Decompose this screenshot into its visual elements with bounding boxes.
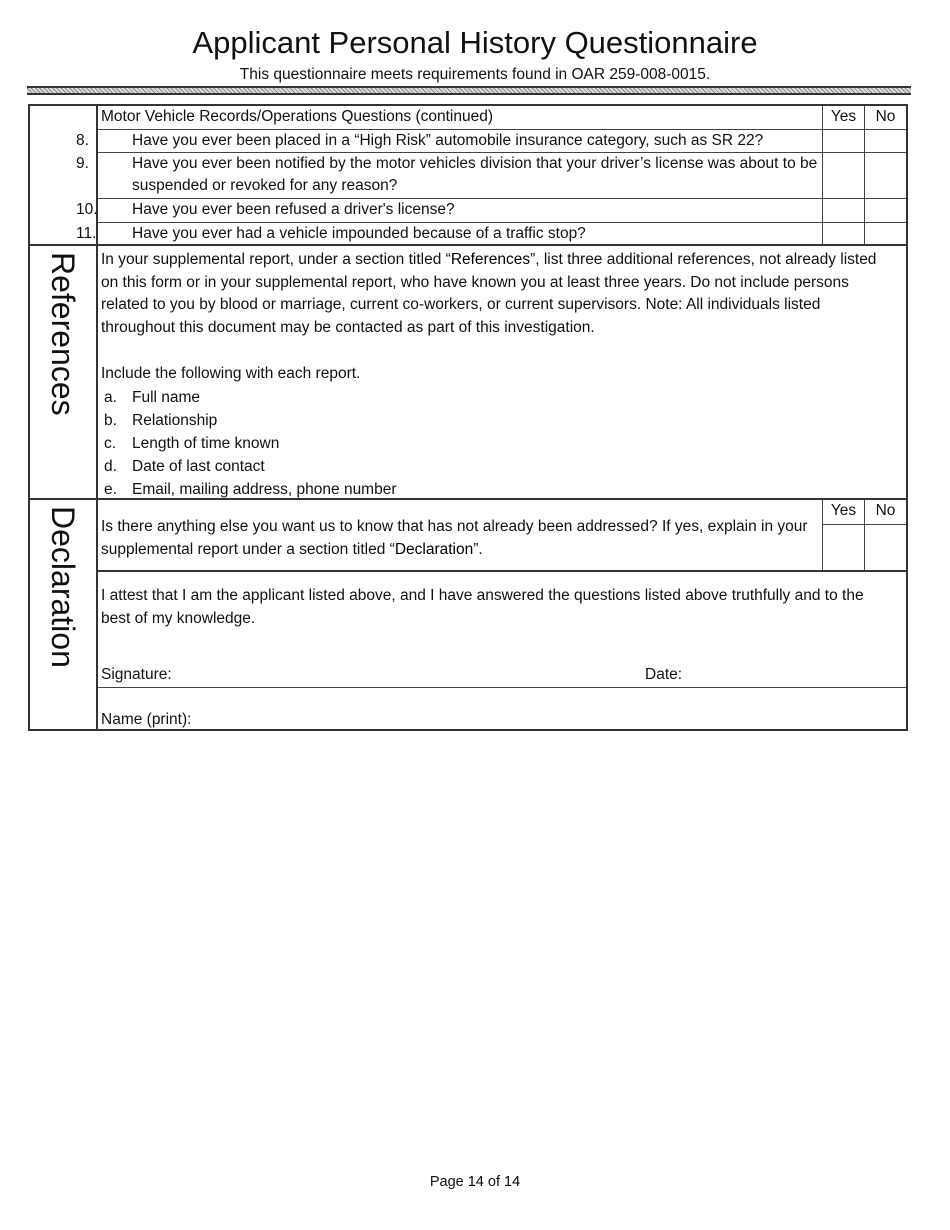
- declaration-question-row: [98, 500, 906, 572]
- no-checkbox[interactable]: [864, 223, 906, 245]
- question-text: Have you ever had a vehicle impounded because of a traffic stop?: [132, 225, 586, 242]
- question-text: Have you ever been placed in a “High Risk” automobile insurance category, such as SR 22?: [132, 132, 764, 149]
- question-row: [76, 130, 906, 153]
- question-number: 9.: [76, 155, 89, 172]
- yes-checkbox[interactable]: [822, 199, 864, 222]
- references-list: [104, 386, 397, 501]
- question-row: [76, 223, 906, 245]
- yes-checkbox[interactable]: [822, 153, 864, 198]
- declaration-question: Is there anything else you want us to know that has not already been addressed? If yes, explain in your supplemental report under a section titled “Declaration”.: [101, 518, 808, 558]
- no-checkbox[interactable]: [864, 130, 906, 152]
- references-instructions: In your supplemental report, under a section titled “References”, list three additional references, not already listed on this form or in your supplemental report, who have known you at least three years. Do not include persons related to you by blood or marriage, current co-workers, or current supervisors. Note: All individuals listed throughout this document may be contacted as part of this investigation.: [101, 251, 877, 336]
- list-item: b. Relationship: [104, 412, 218, 429]
- references-keyword: References: [450, 251, 531, 268]
- no-checkbox[interactable]: [864, 199, 906, 222]
- page-total: 14: [504, 1174, 521, 1190]
- yes-header: Yes: [823, 500, 864, 525]
- question-row: [76, 199, 906, 223]
- header-rule: [27, 86, 911, 95]
- question-number: 8.: [76, 132, 89, 149]
- references-side-label: References: [45, 252, 81, 416]
- signature-label: Signature:: [101, 666, 172, 683]
- mvr-header-row: [98, 106, 906, 130]
- page-footer: Page 14 of 14: [429, 1174, 521, 1190]
- question-row: [76, 153, 906, 199]
- declaration-section: [28, 498, 908, 731]
- signature-line[interactable]: [98, 687, 906, 688]
- question-text: Have you ever been refused a driver's license?: [132, 201, 455, 218]
- no-checkbox[interactable]: [865, 525, 906, 571]
- name-print-label: Name (print):: [101, 711, 192, 728]
- list-item: c. Length of time known: [104, 435, 280, 452]
- question-text: Have you ever been notified by the motor vehicles division that your driver’s license was about to be suspended or revoked for any reason?: [132, 155, 818, 194]
- yes-checkbox[interactable]: [822, 130, 864, 152]
- yes-header: Yes: [822, 106, 864, 129]
- yes-checkbox[interactable]: [823, 525, 864, 571]
- declaration-side-label: Declaration: [45, 506, 81, 668]
- references-section: [28, 244, 908, 500]
- no-checkbox[interactable]: [864, 153, 906, 198]
- no-header: No: [864, 106, 906, 129]
- date-label: Date:: [645, 666, 683, 683]
- mvr-heading: Motor Vehicle Records/Operations Questions (continued): [101, 108, 494, 125]
- references-side-column: [30, 246, 98, 498]
- declaration-keyword: Declaration: [394, 540, 474, 558]
- page-title: Applicant Personal History Questionnaire: [192, 25, 758, 60]
- page-subtitle: This questionnaire meets requirements found in OAR 259-008-0015.: [239, 66, 711, 83]
- no-header: No: [865, 500, 906, 525]
- page-number: 14: [467, 1174, 484, 1190]
- list-item: a. Full name: [104, 389, 201, 406]
- attestation-text: I attest that I am the applicant listed above, and I have answered the questions listed above truthfully and to the best of my knowledge.: [101, 587, 864, 627]
- declaration-side-column: [30, 500, 98, 729]
- question-number: 10.: [76, 201, 98, 218]
- mvr-section: [28, 104, 908, 246]
- yes-checkbox[interactable]: [822, 223, 864, 245]
- list-item: e. Email, mailing address, phone number: [104, 481, 397, 498]
- references-include-text: Include the following with each report.: [101, 365, 361, 382]
- question-number: 11.: [76, 225, 97, 242]
- list-item: d. Date of last contact: [104, 458, 265, 475]
